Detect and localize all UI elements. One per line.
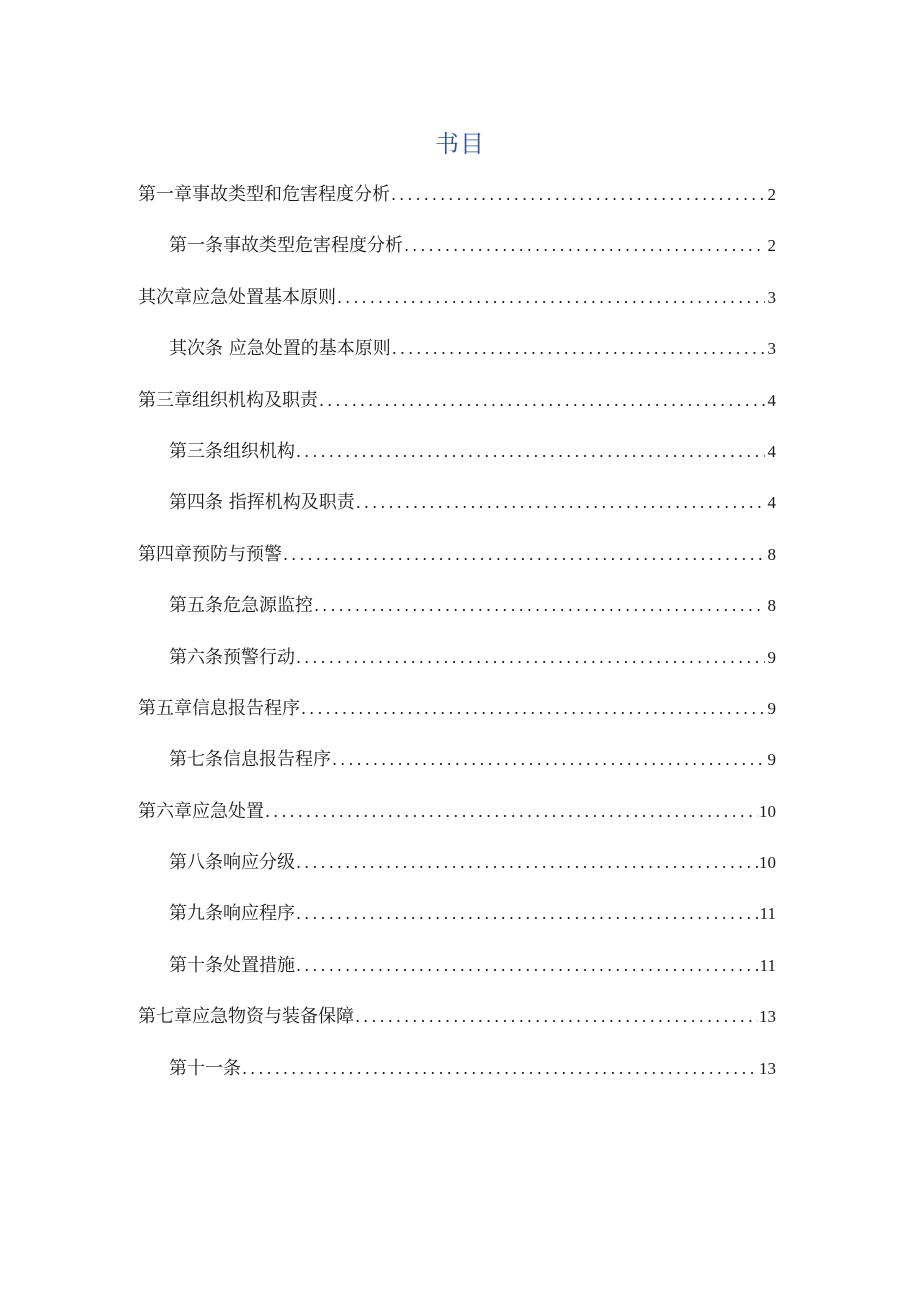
toc-page-number: 9 — [767, 647, 776, 667]
toc-chapter-entry[interactable] — [138, 694, 776, 745]
toc-chapter-entry[interactable] — [138, 386, 776, 437]
toc-chapter-entry[interactable] — [138, 283, 776, 334]
toc-page-number: 11 — [759, 904, 776, 924]
toc-dot-leader — [355, 1002, 758, 1032]
toc-entry-text: 其次章应急处置基本原则 — [138, 286, 336, 308]
toc-dot-leader — [356, 488, 765, 518]
toc-entry-text: 第七章应急物资与装备保障 — [138, 1006, 354, 1028]
toc-dot-leader — [392, 334, 765, 364]
toc-article-entry[interactable] — [138, 334, 776, 385]
toc-entry-text: 第八条响应分级 — [169, 852, 295, 874]
toc-article-entry[interactable] — [138, 437, 776, 488]
toc-entry-text: 第十条处置措施 — [169, 954, 295, 976]
toc-entry-text: 第一章事故类型和危害程度分析 — [138, 184, 390, 205]
toc-entry-text: 第九条响应程序 — [169, 903, 295, 925]
toc-dot-leader — [337, 283, 765, 313]
toc-entry-text: 其次条 应急处置的基本原则 — [169, 338, 391, 360]
toc-dot-leader — [301, 694, 765, 724]
toc-page-number: 9 — [767, 750, 776, 770]
toc-dot-leader — [296, 848, 758, 878]
toc-dot-leader — [296, 951, 759, 981]
toc-entry-text: 第五条危急源监控 — [169, 595, 313, 617]
toc-article-entry[interactable] — [138, 643, 776, 694]
toc-dot-leader — [404, 231, 765, 261]
toc-entry-text: 第四章预防与预警 — [138, 543, 282, 565]
toc-page-number: 2 — [767, 236, 776, 256]
toc-article-entry[interactable] — [138, 591, 776, 642]
toc-entry-text: 第一条事故类型危害程度分析 — [169, 235, 403, 257]
toc-dot-leader — [242, 1054, 758, 1084]
toc-article-entry[interactable] — [138, 745, 776, 796]
toc-dot-leader — [314, 591, 765, 621]
toc-page-number: 3 — [767, 339, 776, 359]
toc-entry-text: 第十一条 — [169, 1057, 241, 1079]
toc-dot-leader — [332, 745, 765, 775]
toc-entry-text: 第四条 指挥机构及职责 — [169, 492, 355, 514]
toc-dot-leader — [296, 899, 759, 929]
toc-article-entry[interactable] — [138, 488, 776, 539]
toc-page-number: 10 — [759, 801, 776, 821]
toc-page-number: 4 — [767, 493, 776, 513]
toc-title: 书目 — [435, 130, 485, 158]
toc-page-number: 10 — [759, 853, 776, 873]
toc-entry-text: 第三章组织机构及职责 — [138, 389, 318, 411]
toc-article-entry[interactable] — [138, 231, 776, 282]
toc-dot-leader — [296, 437, 765, 467]
toc-page-number: 11 — [759, 955, 776, 975]
toc-page-number: 9 — [767, 698, 776, 718]
toc-entry-text: 第六章应急处置 — [138, 800, 264, 822]
toc-article-entry[interactable] — [138, 951, 776, 1002]
toc-page-number: 4 — [767, 390, 776, 410]
toc-entry-text: 第三条组织机构 — [169, 440, 295, 462]
toc-page-number: 2 — [767, 185, 776, 204]
toc-chapter-entry[interactable] — [138, 540, 776, 591]
toc-page-number: 3 — [767, 287, 776, 307]
toc-page-number: 4 — [767, 441, 776, 461]
toc-dot-leader — [296, 643, 765, 673]
toc-dot-leader — [319, 386, 765, 416]
toc-dot-leader — [391, 180, 765, 210]
toc-article-entry[interactable] — [138, 848, 776, 899]
toc-entry-text: 第七条信息报告程序 — [169, 749, 331, 771]
toc-page-number: 13 — [759, 1058, 776, 1078]
toc-list — [138, 180, 776, 1105]
toc-page-number: 8 — [767, 596, 776, 616]
toc-article-entry[interactable] — [138, 899, 776, 950]
toc-page-number: 13 — [759, 1007, 776, 1027]
toc-dot-leader — [265, 797, 758, 827]
toc-entry-text: 第五章信息报告程序 — [138, 697, 300, 719]
toc-chapter-entry[interactable] — [138, 180, 776, 231]
toc-chapter-entry[interactable] — [138, 1002, 776, 1053]
toc-article-entry[interactable] — [138, 1054, 776, 1105]
toc-page-number: 8 — [767, 544, 776, 564]
toc-dot-leader — [283, 540, 765, 570]
toc-chapter-entry[interactable] — [138, 797, 776, 848]
toc-entry-text: 第六条预警行动 — [169, 646, 295, 668]
